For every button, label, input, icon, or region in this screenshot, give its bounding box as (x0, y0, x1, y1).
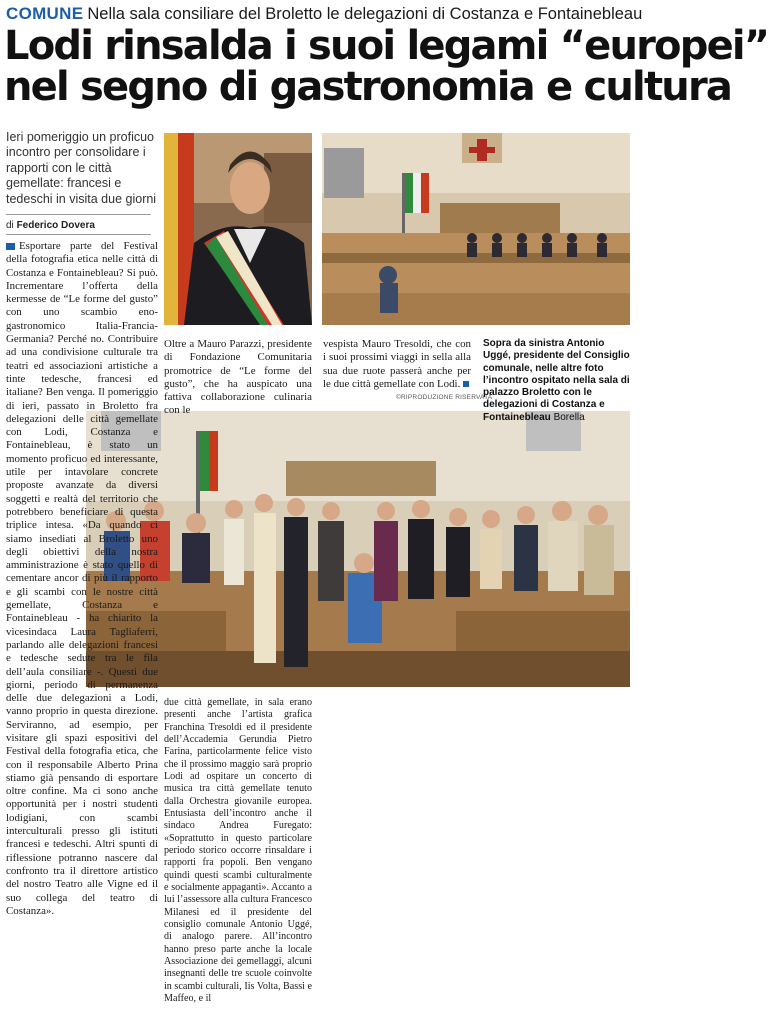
article-body: vespista Mauro Tresoldi, che con i suoi prossimi viaggi in sella alla sua due ruote passerà anche per le due città gemellate con Lodi. (323, 338, 471, 390)
headline (4, 23, 768, 110)
byline-prefix: di (6, 220, 14, 231)
article-column (164, 338, 312, 418)
article-body: Oltre a Mauro Parazzi, presidente di Fondazione Comunitaria promotrice de “Le forme del gusto”, che ha auspicato una fattiva collaborazione culinaria con le (164, 338, 312, 417)
end-marker (463, 381, 469, 387)
headline-line-1: Lodi rinsalda i suoi legami “europei” (4, 23, 768, 69)
headline-line-2: nel segno di gastronomia e cultura (4, 64, 732, 110)
caption-text: Sopra da sinistra Antonio Uggé, presidente del Consiglio comunale, nelle altre foto l’incontro ospitato nella sala di palazzo Broletto con le delegazioni di Costanza e Fontainebleau (483, 338, 630, 423)
article-column (323, 338, 471, 391)
article-body: Esportare parte del Festival della fotografia etica nelle città di Costanza e Fontainebleau? Si può. Incrementare l’offerta della kermesse de “Le forme del gusto” con uno scambio eno-gastronomico Italia-Francia-Germania? Perché no. Contribuire ad una condivisione culturale tra teatri ed associazioni artistiche a tinte tedesche, francesi ed italiane? Ben venga. Il pomeriggio di ieri, passato in Broletto fra delegazioni delle città gemellate con Lodi, Costanza e Fontainebleau, è stato un momento proficuo ed interessante, utile per intavolare concrete proposte avanzate da diversi soggetti e realtà del territorio che potrebbero beneficiare di questa triplice intesa. «Da quando ci siamo insediati al Broletto uno degli obiettivi della nostra amministrazione è stato quello di cementare ancor di più il rapporto e gli scambi con le nostre città gemellate, Costanza e Fontainebleau - ha chiarito la vicesindaca Laura Tagliaferri, parlando alle delegazioni francesi e tedesche sedute tra le fila dell’aula consiliare -. Questi due giorni, periodo di permanenza delle due delegazioni a Lodi, vanno proprio in questa direzione. Serviranno, ad esempio, per visitare gli spazi espositivi del Festival della fotografia etica, che con il responsabile Alberto Prina stiamo già pensando di esportare oltre confine. Ma ci sono anche opportunità per i nostri studenti lodigiani, con scambi interculturali presso gli istituti francesi e tedeschi. Altri spunti di riflessione potranno nascere dal confronto tra il direttore artistico del nostro Teatro alle Vigne ed il suo collega del teatro di Costanza». (6, 240, 158, 917)
photographer: Borella (553, 411, 585, 423)
portrait-photo (164, 133, 312, 325)
divider (6, 234, 151, 235)
council-hall-photo (322, 133, 630, 325)
kicker-subtitle: Nella sala consiliare del Broletto le delegazioni di Costanza e Fontainebleau (87, 5, 643, 23)
divider (6, 214, 151, 215)
group-photo (86, 411, 630, 687)
summary: Ieri pomeriggio un proficuo incontro per consolidare i rapporti con le città gemellate: francesi e tedeschi in visita due giorni (6, 130, 157, 206)
photo-caption (483, 338, 633, 424)
section-label: COMUNE (6, 4, 84, 23)
article-body: due città gemellate, in sala erano presenti anche l’artista grafica Franchina Tresoldi ed il presidente dell’Accademia Gerundia Pietro Farina, particolarmente felice visto che il prossimo maggio sarà proprio Lodi ad ospitare un concerto di musica tra città gemellate tenuto dalla Orchestra giovanile europea. Entusiasta dell’incontro anche il sindaco Andrea Furegato: «Soprattutto in questo particolare periodo storico occorre rinsaldare i rapporti fra popoli. Ben vengano quindi questi scambi culturalmente e socialmente appaganti». Accanto a lui l’assessore alla cultura Francesco Milanesi ed il presidente del consiglio comunale Antonio Uggé, di analogo parere. All’incontro hanno preso parte anche la locale Associazione dei gemellaggi, alcuni insegnanti delle tre scuole coinvolte in scambi culturali, Iis Volta, Bassi e Maffeo, e il (164, 697, 312, 1004)
article-column (164, 697, 312, 1005)
copyright-notice: ©RIPRODUZIONE RISERVATA (396, 394, 493, 401)
author-name: Federico Dovera (16, 220, 95, 231)
byline (6, 220, 95, 231)
paragraph-marker (6, 243, 15, 250)
article-column (6, 240, 158, 918)
